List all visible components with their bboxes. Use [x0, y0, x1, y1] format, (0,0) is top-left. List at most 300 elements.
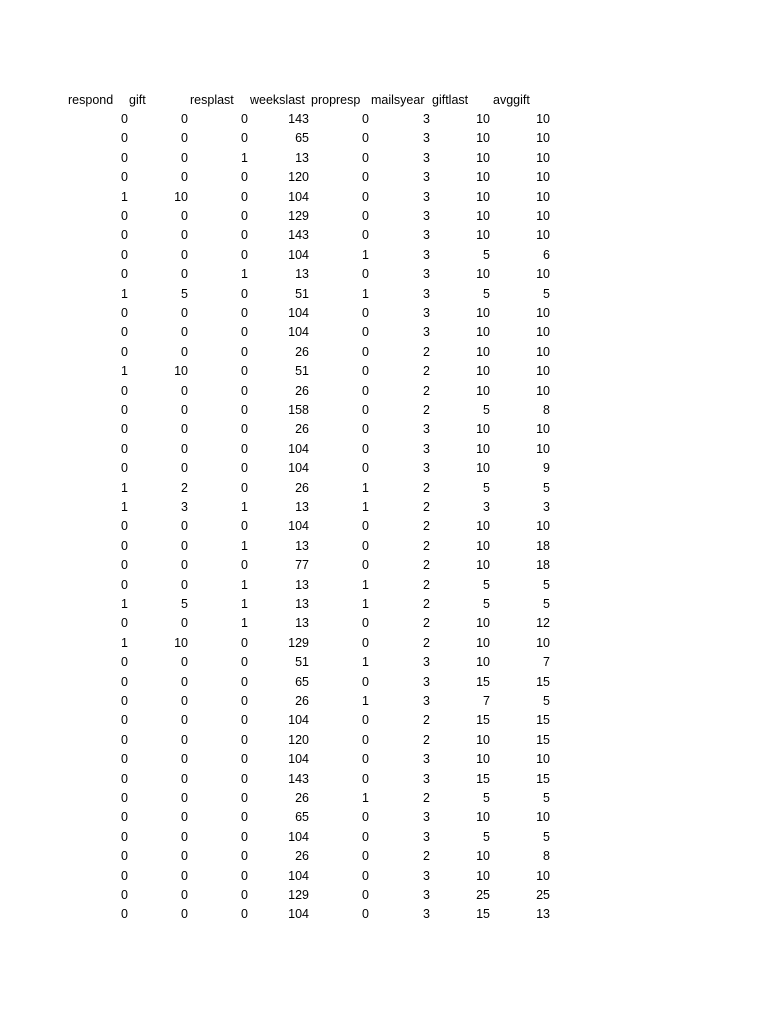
table-cell-weekslast: 26: [295, 422, 309, 437]
table-cell-resplast: 0: [241, 170, 248, 185]
table-cell-weekslast: 104: [288, 247, 309, 262]
table-cell-propresp: 0: [362, 616, 369, 631]
table-cell-weekslast: 26: [295, 791, 309, 805]
table-cell-respond: 0: [121, 538, 128, 553]
table-cell-propresp: 0: [362, 228, 369, 243]
table-cell-gift: 0: [181, 771, 188, 786]
table-cell-weekslast: 143: [288, 771, 309, 786]
table-cell-resplast: 0: [241, 461, 248, 476]
table-cell-resplast: 0: [241, 694, 248, 708]
table-cell-weekslast: 13: [295, 616, 309, 631]
table-cell-resplast: 0: [241, 325, 248, 340]
table-cell-mailsyear: 3: [423, 267, 430, 282]
table-cell-avggift: 10: [536, 209, 550, 223]
table-cell-mailsyear: 3: [423, 150, 430, 165]
table-cell-mailsyear: 3: [423, 752, 430, 767]
table-cell-weekslast: 51: [295, 655, 309, 670]
table-cell-gift: 0: [181, 829, 188, 844]
table-cell-mailsyear: 2: [423, 364, 430, 379]
table-cell-propresp: 0: [362, 267, 369, 282]
table-cell-gift: 0: [181, 752, 188, 767]
table-cell-giftlast: 10: [476, 441, 490, 456]
table-cell-avggift: 13: [536, 907, 550, 922]
table-cell-propresp: 0: [362, 364, 369, 379]
table-cell-respond: 0: [121, 150, 128, 165]
table-cell-mailsyear: 3: [423, 868, 430, 883]
table-cell-mailsyear: 2: [423, 383, 430, 398]
table-cell-resplast: 0: [241, 674, 248, 689]
table-cell-propresp: 1: [362, 286, 369, 301]
table-cell-weekslast: 51: [295, 364, 309, 379]
table-cell-mailsyear: 2: [423, 616, 430, 631]
table-cell-respond: 0: [121, 383, 128, 398]
table-cell-resplast: 0: [241, 888, 248, 902]
table-cell-gift: 0: [181, 674, 188, 689]
table-cell-mailsyear: 3: [423, 694, 430, 708]
table-cell-gift: 10: [174, 364, 188, 379]
table-cell-propresp: 0: [362, 538, 369, 553]
table-cell-avggift: 5: [543, 286, 550, 301]
table-cell-resplast: 0: [241, 907, 248, 922]
table-cell-resplast: 0: [241, 849, 248, 864]
table-cell-respond: 0: [121, 888, 128, 902]
table-cell-avggift: 10: [536, 267, 550, 282]
table-cell-mailsyear: 3: [423, 674, 430, 689]
table-cell-resplast: 0: [241, 247, 248, 262]
table-cell-giftlast: 10: [476, 189, 490, 204]
table-cell-resplast: 0: [241, 209, 248, 223]
table-cell-respond: 1: [121, 364, 128, 379]
table-cell-avggift: 10: [536, 441, 550, 456]
table-cell-avggift: 10: [536, 635, 550, 650]
table-cell-respond: 0: [121, 325, 128, 340]
table-cell-weekslast: 13: [295, 538, 309, 553]
table-cell-resplast: 0: [241, 344, 248, 359]
table-cell-respond: 0: [121, 752, 128, 767]
table-cell-giftlast: 10: [476, 868, 490, 883]
table-cell-mailsyear: 2: [423, 558, 430, 573]
table-cell-mailsyear: 3: [423, 112, 430, 126]
table-cell-propresp: 1: [362, 655, 369, 670]
table-cell-mailsyear: 3: [423, 422, 430, 437]
table-cell-respond: 0: [121, 616, 128, 631]
table-cell-giftlast: 5: [483, 286, 490, 301]
table-cell-giftlast: 10: [476, 655, 490, 670]
table-cell-respond: 1: [121, 189, 128, 204]
table-cell-gift: 0: [181, 461, 188, 476]
table-cell-respond: 1: [121, 635, 128, 650]
table-cell-avggift: 10: [536, 228, 550, 243]
table-cell-propresp: 0: [362, 519, 369, 534]
table-cell-mailsyear: 2: [423, 849, 430, 864]
table-cell-respond: 0: [121, 868, 128, 883]
table-cell-gift: 0: [181, 558, 188, 573]
table-cell-avggift: 10: [536, 131, 550, 146]
column-header-avggift: avggift: [493, 93, 530, 107]
table-cell-giftlast: 10: [476, 170, 490, 185]
table-cell-giftlast: 10: [476, 461, 490, 476]
table-cell-resplast: 0: [241, 771, 248, 786]
table-cell-weekslast: 120: [288, 732, 309, 747]
table-cell-weekslast: 104: [288, 325, 309, 340]
table-cell-respond: 1: [121, 286, 128, 301]
table-cell-mailsyear: 3: [423, 888, 430, 902]
table-cell-avggift: 10: [536, 810, 550, 825]
table-cell-giftlast: 10: [476, 519, 490, 534]
table-cell-gift: 3: [181, 500, 188, 514]
table-cell-weekslast: 104: [288, 907, 309, 922]
table-cell-mailsyear: 2: [423, 597, 430, 611]
table-cell-giftlast: 15: [476, 674, 490, 689]
table-cell-avggift: 10: [536, 306, 550, 320]
table-cell-weekslast: 13: [295, 597, 309, 611]
table-cell-resplast: 0: [241, 829, 248, 844]
table-cell-respond: 0: [121, 306, 128, 320]
table-cell-resplast: 1: [241, 150, 248, 165]
table-cell-giftlast: 10: [476, 228, 490, 243]
table-cell-mailsyear: 2: [423, 635, 430, 650]
table-cell-gift: 0: [181, 267, 188, 282]
table-cell-avggift: 10: [536, 868, 550, 883]
table-cell-weekslast: 13: [295, 577, 309, 592]
table-cell-weekslast: 104: [288, 306, 309, 320]
table-cell-gift: 0: [181, 907, 188, 922]
table-cell-gift: 0: [181, 344, 188, 359]
table-cell-giftlast: 15: [476, 771, 490, 786]
table-cell-giftlast: 10: [476, 849, 490, 864]
table-cell-weekslast: 129: [288, 888, 309, 902]
table-cell-avggift: 5: [543, 694, 550, 708]
table-cell-avggift: 8: [543, 849, 550, 864]
table-cell-giftlast: 10: [476, 209, 490, 223]
table-cell-weekslast: 26: [295, 694, 309, 708]
table-cell-avggift: 5: [543, 577, 550, 592]
table-cell-weekslast: 26: [295, 383, 309, 398]
table-cell-resplast: 0: [241, 441, 248, 456]
table-cell-resplast: 1: [241, 597, 248, 611]
table-cell-gift: 0: [181, 868, 188, 883]
table-cell-gift: 10: [174, 189, 188, 204]
table-cell-propresp: 0: [362, 635, 369, 650]
table-cell-propresp: 0: [362, 888, 369, 902]
table-cell-propresp: 0: [362, 732, 369, 747]
table-cell-resplast: 0: [241, 655, 248, 670]
table-cell-respond: 0: [121, 810, 128, 825]
table-cell-resplast: 0: [241, 403, 248, 417]
table-cell-resplast: 1: [241, 500, 248, 514]
table-cell-respond: 0: [121, 655, 128, 670]
table-cell-propresp: 1: [362, 500, 369, 514]
table-cell-gift: 5: [181, 286, 188, 301]
table-cell-giftlast: 5: [483, 480, 490, 495]
table-cell-gift: 2: [181, 480, 188, 495]
table-cell-giftlast: 10: [476, 344, 490, 359]
table-cell-respond: 0: [121, 267, 128, 282]
table-cell-respond: 0: [121, 461, 128, 476]
table-cell-resplast: 0: [241, 752, 248, 767]
table-cell-propresp: 1: [362, 247, 369, 262]
table-cell-avggift: 18: [536, 538, 550, 553]
table-cell-mailsyear: 3: [423, 829, 430, 844]
table-cell-giftlast: 10: [476, 150, 490, 165]
table-cell-avggift: 9: [543, 461, 550, 476]
table-cell-propresp: 0: [362, 170, 369, 185]
table-cell-weekslast: 13: [295, 267, 309, 282]
table-cell-resplast: 1: [241, 538, 248, 553]
table-cell-resplast: 1: [241, 267, 248, 282]
table-cell-gift: 0: [181, 713, 188, 728]
column-header-mailsyear: mailsyear: [371, 93, 425, 107]
table-cell-gift: 0: [181, 209, 188, 223]
table-cell-avggift: 8: [543, 403, 550, 417]
table-cell-respond: 0: [121, 577, 128, 592]
column-header-weekslast: weekslast: [250, 93, 305, 107]
table-cell-gift: 0: [181, 383, 188, 398]
table-cell-avggift: 15: [536, 713, 550, 728]
table-cell-respond: 0: [121, 674, 128, 689]
table-cell-propresp: 0: [362, 849, 369, 864]
table-cell-avggift: 15: [536, 771, 550, 786]
table-cell-propresp: 0: [362, 771, 369, 786]
table-cell-propresp: 1: [362, 480, 369, 495]
table-cell-resplast: 0: [241, 791, 248, 805]
table-cell-respond: 0: [121, 829, 128, 844]
table-cell-mailsyear: 2: [423, 344, 430, 359]
table-cell-propresp: 0: [362, 131, 369, 146]
table-cell-propresp: 0: [362, 403, 369, 417]
table-cell-weekslast: 129: [288, 635, 309, 650]
table-cell-resplast: 0: [241, 306, 248, 320]
table-cell-gift: 0: [181, 112, 188, 126]
table-cell-resplast: 0: [241, 519, 248, 534]
table-cell-mailsyear: 3: [423, 461, 430, 476]
table-cell-mailsyear: 3: [423, 131, 430, 146]
table-cell-avggift: 5: [543, 791, 550, 805]
table-cell-mailsyear: 2: [423, 500, 430, 514]
table-cell-giftlast: 10: [476, 558, 490, 573]
table-cell-avggift: 6: [543, 247, 550, 262]
table-cell-gift: 0: [181, 888, 188, 902]
table-cell-mailsyear: 3: [423, 810, 430, 825]
table-cell-giftlast: 10: [476, 810, 490, 825]
table-cell-resplast: 0: [241, 364, 248, 379]
table-cell-mailsyear: 2: [423, 791, 430, 805]
table-cell-gift: 0: [181, 616, 188, 631]
table-cell-giftlast: 5: [483, 577, 490, 592]
table-cell-gift: 0: [181, 170, 188, 185]
table-cell-propresp: 1: [362, 694, 369, 708]
table-cell-weekslast: 26: [295, 480, 309, 495]
column-header-giftlast: giftlast: [432, 93, 469, 107]
table-cell-weekslast: 26: [295, 344, 309, 359]
table-cell-respond: 1: [121, 597, 128, 611]
table-cell-propresp: 0: [362, 907, 369, 922]
table-cell-respond: 0: [121, 209, 128, 223]
table-cell-avggift: 10: [536, 112, 550, 126]
column-header-respond: respond: [68, 93, 114, 107]
table-cell-respond: 1: [121, 480, 128, 495]
table-cell-weekslast: 104: [288, 752, 309, 767]
table-cell-mailsyear: 2: [423, 519, 430, 534]
table-cell-gift: 10: [174, 635, 188, 650]
table-cell-mailsyear: 3: [423, 170, 430, 185]
table-cell-gift: 0: [181, 306, 188, 320]
table-cell-giftlast: 5: [483, 247, 490, 262]
table-cell-gift: 0: [181, 422, 188, 437]
table-cell-gift: 0: [181, 150, 188, 165]
table-cell-giftlast: 5: [483, 403, 490, 417]
table-cell-weekslast: 104: [288, 461, 309, 476]
table-cell-propresp: 0: [362, 674, 369, 689]
table-cell-mailsyear: 2: [423, 732, 430, 747]
table-cell-avggift: 5: [543, 829, 550, 844]
table-cell-resplast: 1: [241, 577, 248, 592]
table-cell-respond: 0: [121, 247, 128, 262]
table-cell-avggift: 5: [543, 480, 550, 495]
table-cell-resplast: 0: [241, 635, 248, 650]
table-cell-propresp: 0: [362, 713, 369, 728]
table-cell-propresp: 0: [362, 868, 369, 883]
table-cell-avggift: 10: [536, 752, 550, 767]
table-cell-resplast: 0: [241, 558, 248, 573]
table-cell-weekslast: 129: [288, 209, 309, 223]
table-cell-avggift: 10: [536, 422, 550, 437]
table-cell-avggift: 12: [536, 616, 550, 631]
table-cell-gift: 0: [181, 441, 188, 456]
table-cell-weekslast: 65: [295, 674, 309, 689]
table-cell-giftlast: 10: [476, 616, 490, 631]
table-cell-propresp: 1: [362, 597, 369, 611]
table-cell-respond: 0: [121, 849, 128, 864]
table-cell-propresp: 0: [362, 383, 369, 398]
table-cell-giftlast: 10: [476, 538, 490, 553]
table-cell-weekslast: 143: [288, 112, 309, 126]
table-cell-resplast: 0: [241, 868, 248, 883]
table-cell-giftlast: 15: [476, 907, 490, 922]
table-cell-mailsyear: 3: [423, 247, 430, 262]
table-cell-giftlast: 10: [476, 752, 490, 767]
table-cell-weekslast: 26: [295, 849, 309, 864]
table-cell-gift: 0: [181, 519, 188, 534]
table-cell-propresp: 0: [362, 441, 369, 456]
column-header-gift: gift: [129, 93, 146, 107]
table-cell-weekslast: 104: [288, 868, 309, 883]
table-cell-weekslast: 65: [295, 131, 309, 146]
table-cell-giftlast: 10: [476, 383, 490, 398]
table-cell-avggift: 18: [536, 558, 550, 573]
table-cell-avggift: 10: [536, 325, 550, 340]
table-cell-mailsyear: 3: [423, 441, 430, 456]
table-cell-propresp: 0: [362, 752, 369, 767]
column-header-propresp: propresp: [311, 93, 361, 107]
table-cell-respond: 0: [121, 170, 128, 185]
table-cell-respond: 0: [121, 713, 128, 728]
table-cell-gift: 0: [181, 849, 188, 864]
table-cell-mailsyear: 2: [423, 538, 430, 553]
table-cell-mailsyear: 3: [423, 306, 430, 320]
table-cell-respond: 0: [121, 344, 128, 359]
table-cell-propresp: 1: [362, 791, 369, 805]
table-cell-avggift: 10: [536, 519, 550, 534]
table-cell-mailsyear: 3: [423, 189, 430, 204]
table-cell-mailsyear: 2: [423, 577, 430, 592]
table-cell-weekslast: 104: [288, 713, 309, 728]
table-cell-gift: 0: [181, 791, 188, 805]
table-cell-propresp: 0: [362, 422, 369, 437]
table-cell-giftlast: 10: [476, 364, 490, 379]
table-cell-weekslast: 120: [288, 170, 309, 185]
table-cell-giftlast: 10: [476, 732, 490, 747]
table-cell-giftlast: 15: [476, 713, 490, 728]
table-cell-gift: 0: [181, 810, 188, 825]
table-cell-gift: 0: [181, 655, 188, 670]
table-cell-resplast: 1: [241, 616, 248, 631]
table-cell-respond: 1: [121, 500, 128, 514]
table-cell-weekslast: 104: [288, 519, 309, 534]
table-cell-respond: 0: [121, 131, 128, 146]
table-cell-giftlast: 10: [476, 112, 490, 126]
table-cell-gift: 0: [181, 403, 188, 417]
table-cell-resplast: 0: [241, 383, 248, 398]
table-cell-resplast: 0: [241, 732, 248, 747]
table-cell-gift: 0: [181, 131, 188, 146]
table-cell-avggift: 3: [543, 500, 550, 514]
table-cell-weekslast: 158: [288, 403, 309, 417]
table-cell-giftlast: 5: [483, 597, 490, 611]
table-cell-giftlast: 10: [476, 267, 490, 282]
table-cell-avggift: 15: [536, 674, 550, 689]
table-cell-mailsyear: 3: [423, 209, 430, 223]
table-cell-mailsyear: 3: [423, 907, 430, 922]
table-cell-respond: 0: [121, 732, 128, 747]
table-cell-giftlast: 5: [483, 829, 490, 844]
table-cell-mailsyear: 2: [423, 713, 430, 728]
table-cell-avggift: 10: [536, 344, 550, 359]
table-cell-weekslast: 143: [288, 228, 309, 243]
table-cell-resplast: 0: [241, 713, 248, 728]
table-cell-respond: 0: [121, 907, 128, 922]
table-cell-giftlast: 5: [483, 791, 490, 805]
table-cell-resplast: 0: [241, 131, 248, 146]
table-cell-giftlast: 25: [476, 888, 490, 902]
table-cell-gift: 0: [181, 732, 188, 747]
table-cell-avggift: 7: [543, 655, 550, 670]
table-cell-respond: 0: [121, 791, 128, 805]
table-cell-propresp: 1: [362, 577, 369, 592]
table-cell-weekslast: 13: [295, 500, 309, 514]
table-cell-gift: 0: [181, 538, 188, 553]
table-cell-respond: 0: [121, 771, 128, 786]
table-cell-giftlast: 7: [483, 694, 490, 708]
table-cell-resplast: 0: [241, 810, 248, 825]
table-cell-weekslast: 65: [295, 810, 309, 825]
table-cell-resplast: 0: [241, 480, 248, 495]
table-cell-weekslast: 51: [295, 286, 309, 301]
table-cell-respond: 0: [121, 694, 128, 708]
table-cell-respond: 0: [121, 558, 128, 573]
table-cell-avggift: 10: [536, 364, 550, 379]
table-cell-weekslast: 104: [288, 441, 309, 456]
table-cell-propresp: 0: [362, 112, 369, 126]
table-cell-resplast: 0: [241, 189, 248, 204]
table-cell-propresp: 0: [362, 810, 369, 825]
table-cell-weekslast: 104: [288, 829, 309, 844]
table-cell-giftlast: 10: [476, 635, 490, 650]
table-cell-giftlast: 10: [476, 131, 490, 146]
table-cell-avggift: 10: [536, 150, 550, 165]
table-cell-resplast: 0: [241, 286, 248, 301]
table-cell-avggift: 15: [536, 732, 550, 747]
